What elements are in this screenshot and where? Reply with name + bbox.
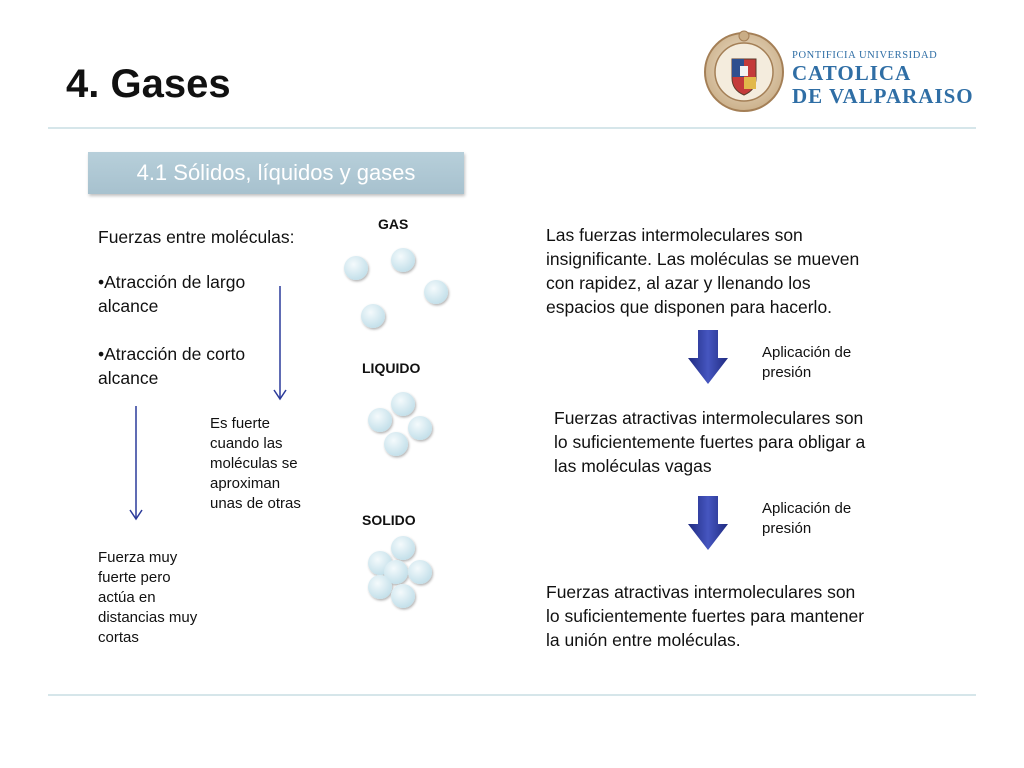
liquid-description	[554, 406, 934, 478]
very-strong-note-line-3: actúa en	[98, 589, 156, 606]
liquid-molecule	[368, 408, 392, 432]
logo-line-3: DE VALPARAISO	[792, 84, 974, 108]
solid-text-line-2: lo suficientemente fuertes para mantener	[546, 606, 865, 626]
pressure-arrow-2-icon	[686, 494, 730, 552]
solid-molecule	[368, 575, 392, 599]
solid-text-line-3: la unión entre moléculas.	[546, 630, 741, 650]
solid-molecule	[391, 584, 415, 608]
section-subtitle-box	[88, 152, 464, 194]
strong-force-note	[210, 414, 340, 514]
solid-molecule	[408, 560, 432, 584]
very-strong-note-line-4: distancias muy	[98, 609, 198, 626]
solid-molecules	[368, 536, 432, 608]
long-range-arrow	[268, 286, 292, 402]
solid-description	[546, 580, 926, 652]
gas-label: GAS	[378, 216, 409, 232]
gas-description	[546, 223, 926, 319]
gas-molecule	[391, 248, 415, 272]
logo-line-1: PONTIFICIA UNIVERSIDAD	[792, 50, 938, 61]
liquid-molecule	[384, 432, 408, 456]
gas-text-line-3: con rapidez, al azar y llenando los	[546, 273, 811, 293]
solid-text-line-1: Fuerzas atractivas intermoleculares son	[546, 582, 856, 602]
pressure-label-2	[762, 499, 902, 539]
liquid-text-line-2: lo suficientemente fuertes para obligar a	[554, 432, 866, 452]
strong-note-line-5: unas de otras	[210, 495, 301, 512]
slide-title: 4. Gases	[66, 62, 231, 106]
strong-note-line-3: moléculas se	[210, 455, 298, 472]
liquid-label: LIQUIDO	[362, 360, 421, 376]
short-range-line-2: alcance	[98, 368, 159, 388]
very-strong-note-line-1: Fuerza muy	[98, 549, 178, 566]
very-strong-note-line-5: cortas	[98, 629, 139, 646]
very-strong-force-note	[98, 548, 228, 648]
solid-label: SOLIDO	[362, 512, 416, 528]
liquid-text-line-3: las moléculas vagas	[554, 456, 712, 476]
very-strong-note-line-2: fuerte pero	[98, 569, 171, 586]
strong-note-line-2: cuando las	[210, 435, 283, 452]
pressure-2-line-1: Aplicación de	[762, 500, 852, 517]
forces-heading: Fuerzas entre moléculas:	[98, 227, 295, 247]
molecules-diagram	[330, 230, 460, 620]
gas-molecule	[361, 304, 385, 328]
short-range-arrow	[124, 406, 148, 522]
logo-line-2: CATOLICA	[792, 61, 912, 85]
header-divider	[48, 127, 976, 129]
gas-text-line-1: Las fuerzas intermoleculares son	[546, 225, 803, 245]
long-range-line-2: alcance	[98, 296, 159, 316]
section-subtitle: 4.1 Sólidos, líquidos y gases	[136, 160, 416, 185]
gas-text-line-4: espacios que disponen para hacerlo.	[546, 297, 833, 317]
pressure-2-line-2: presión	[762, 520, 812, 537]
university-logo-text	[792, 50, 974, 108]
strong-note-line-4: aproximan	[210, 475, 281, 492]
short-range-line-1: •Atracción de corto	[98, 344, 246, 364]
gas-molecule	[424, 280, 448, 304]
pressure-label-1	[762, 343, 902, 383]
footer-divider	[48, 694, 976, 696]
strong-note-line-1: Es fuerte	[210, 415, 271, 432]
liquid-molecule	[408, 416, 432, 440]
university-seal-icon	[702, 26, 786, 114]
gas-molecules	[344, 248, 448, 328]
solid-molecule	[391, 536, 415, 560]
gas-text-line-2: insignificante. Las moléculas se mueven	[546, 249, 860, 269]
long-range-line-1: •Atracción de largo	[98, 272, 246, 292]
pressure-1-line-2: presión	[762, 364, 812, 381]
pressure-1-line-1: Aplicación de	[762, 344, 852, 361]
liquid-molecule	[391, 392, 415, 416]
liquid-molecules	[368, 392, 432, 456]
pressure-arrow-1-icon	[686, 328, 730, 386]
gas-molecule	[344, 256, 368, 280]
liquid-text-line-1: Fuerzas atractivas intermoleculares son	[554, 408, 864, 428]
